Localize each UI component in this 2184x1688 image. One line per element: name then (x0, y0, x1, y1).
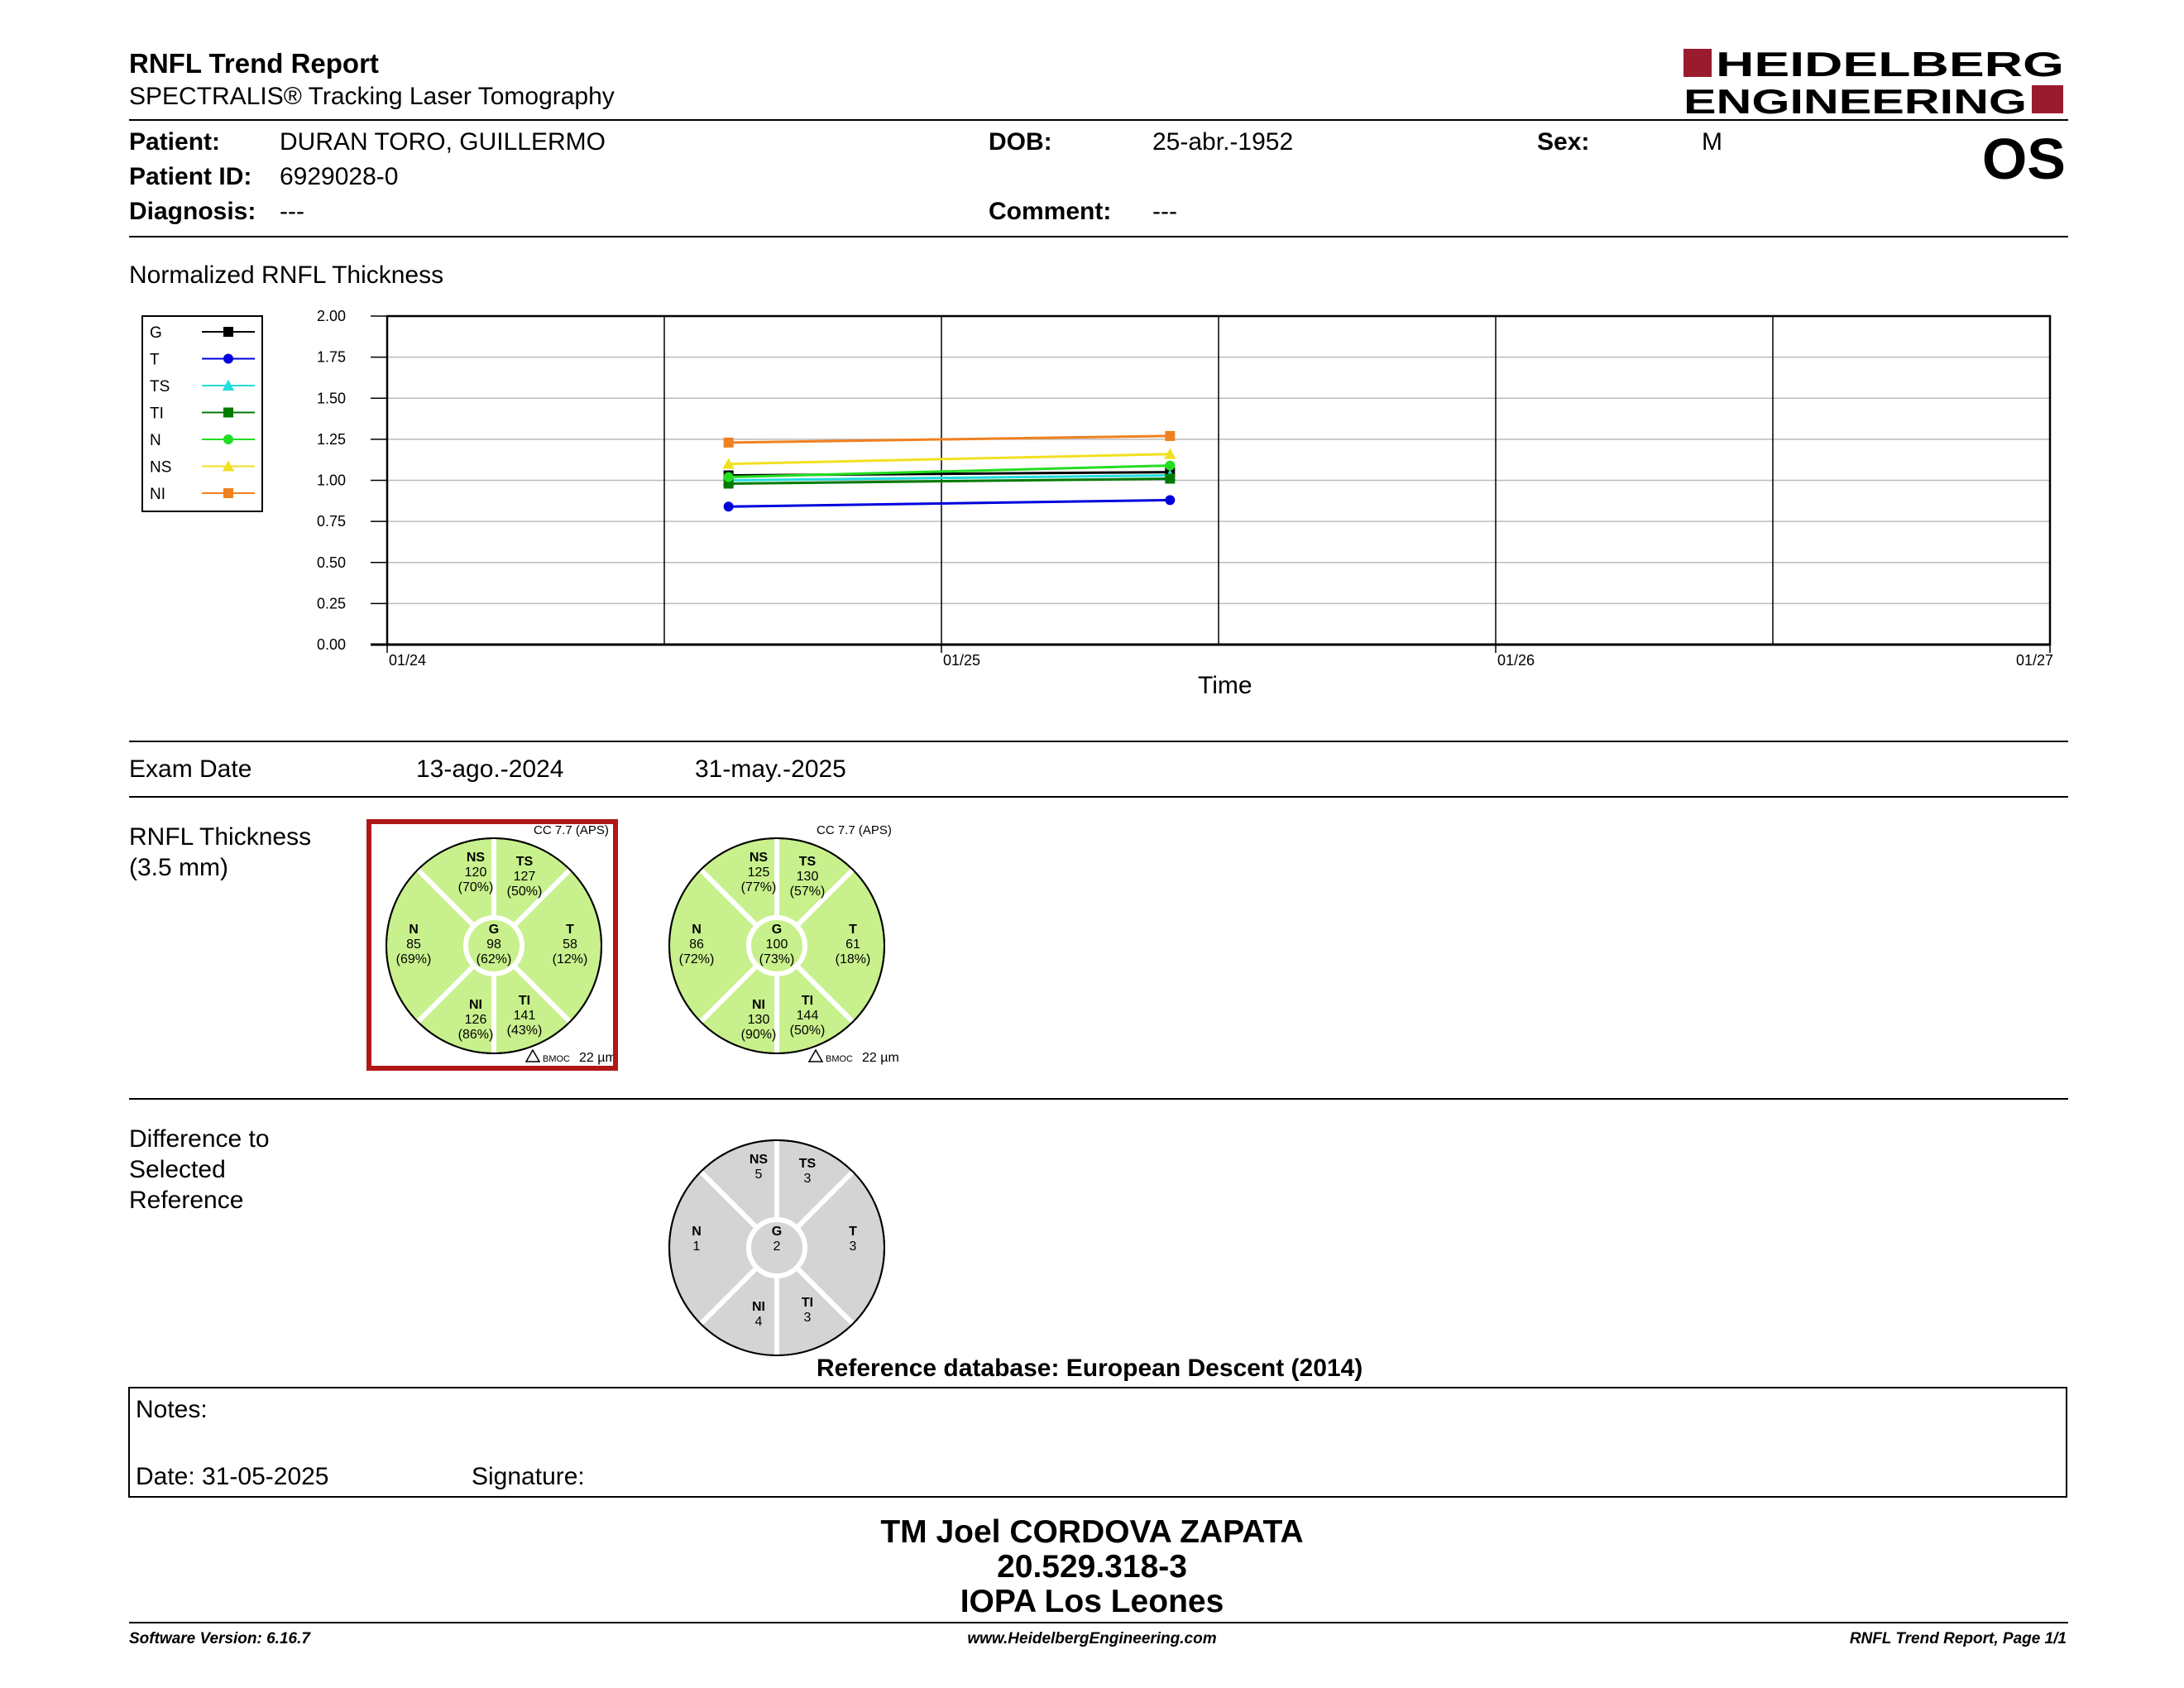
patient-id: 6929028-0 (280, 163, 399, 190)
thickness-circle-1-g-value: 98 (486, 938, 501, 952)
thickness-circle-2-bmoc-value: 22 µm (862, 1051, 899, 1065)
thickness-circle-1-bmoc-label: BMOC (543, 1054, 570, 1064)
software-version: Software Version: 6.16.7 (129, 1630, 310, 1647)
thickness-circle-2-t-name: T (849, 923, 857, 937)
legend-label-ti: TI (150, 405, 164, 423)
thickness-circle-1-t-percent: (12%) (552, 952, 588, 966)
thickness-circle-2-delta-icon (809, 1050, 822, 1062)
x-tick-label: 01/24 (389, 652, 427, 669)
thickness-circle-1 (386, 823, 616, 1065)
thickness-circle-1-ni-percent: (86%) (457, 1028, 494, 1042)
legend-label-ts: TS (150, 378, 170, 396)
thickness-circle-2-ti-name: TI (801, 994, 814, 1008)
thickness-circle-2-ts-value: 130 (796, 870, 819, 884)
dob-value: 25-abr.-1952 (1152, 128, 1294, 156)
difference-circle-ni-value: 4 (754, 1315, 763, 1329)
patient-name: DURAN TORO, GUILLERMO (280, 128, 606, 156)
thickness-label-line2: (3.5 mm) (129, 854, 228, 881)
thickness-circle-2-cc-label: CC 7.7 (APS) (817, 823, 892, 837)
thickness-circle-2-n-value: 86 (689, 938, 704, 952)
signer-institution: IOPA Los Leones (960, 1584, 1224, 1619)
y-tick-label: 0.75 (316, 513, 346, 530)
eye-indicator: OS (1981, 127, 2066, 191)
y-tick-label: 1.50 (316, 390, 346, 407)
difference-circle-t-name: T (849, 1225, 857, 1239)
logo-line1: HEIDELBERG (1716, 45, 2064, 84)
diagnosis-value: --- (280, 198, 304, 225)
difference-circle (669, 1140, 884, 1355)
thickness-circle-1-ts-value: 127 (513, 870, 536, 884)
thickness-circle-2-ts-name: TS (798, 855, 817, 869)
difference-circle-ni-name: NI (752, 1300, 765, 1314)
report-subtitle: SPECTRALIS® Tracking Laser Tomography (129, 83, 615, 110)
y-tick-label: 0.00 (316, 636, 346, 653)
exam-date-label: Exam Date (129, 755, 252, 783)
thickness-circle-2-ns-percent: (77%) (740, 880, 777, 894)
thickness-circle-1-delta-icon (526, 1050, 539, 1062)
signer-name: TM Joel CORDOVA ZAPATA (880, 1514, 1304, 1550)
y-tick-label: 0.25 (316, 595, 346, 612)
thickness-circle-1-n-value: 85 (406, 938, 421, 952)
thickness-circle-2 (669, 823, 899, 1065)
difference-label-line3: Reference (129, 1187, 244, 1214)
difference-circle-ns-value: 5 (754, 1168, 763, 1182)
x-axis-label: Time (1198, 672, 1252, 699)
sex-label: Sex: (1537, 128, 1590, 156)
thickness-circle-1-ni-value: 126 (464, 1013, 487, 1027)
difference-circle-ns-name: NS (749, 1153, 769, 1167)
thickness-circle-2-ns-value: 125 (747, 866, 770, 880)
thickness-circle-2-ni-percent: (90%) (740, 1028, 777, 1042)
thickness-circle-1-ts-percent: (50%) (506, 885, 543, 899)
difference-circle-ti-name: TI (801, 1296, 814, 1310)
difference-circle-ts-value: 3 (803, 1172, 812, 1186)
y-tick-label: 1.00 (316, 472, 346, 489)
footer-divider (129, 1622, 2068, 1623)
x-tick-label: 01/27 (2015, 652, 2053, 669)
difference-circle-g-value: 2 (773, 1240, 781, 1254)
thickness-circle-1-ti-name: TI (518, 994, 531, 1008)
legend-label-n: N (150, 432, 161, 449)
difference-circle-n-value: 1 (692, 1240, 701, 1254)
thickness-circle-1-ti-value: 141 (513, 1009, 536, 1023)
exam-date-1: 13-ago.-2024 (416, 755, 564, 783)
thickness-circle-1-ni-name: NI (469, 998, 482, 1012)
logo-line2: ENGINEERING (1684, 82, 2027, 117)
thickness-circle-2-ti-value: 144 (796, 1009, 819, 1023)
thickness-circle-1-ns-percent: (70%) (457, 880, 494, 894)
thickness-circle-1-bmoc-value: 22 µm (579, 1051, 616, 1065)
y-tick-label: 1.25 (316, 430, 346, 448)
reference-database: Reference database: European Descent (2014) (817, 1355, 1363, 1382)
legend-label-ns: NS (150, 458, 172, 477)
thickness-circle-1-g-name: G (488, 923, 500, 937)
thickness-circle-1-cc-label: CC 7.7 (APS) (534, 823, 609, 837)
thickness-circle-2-g-name: G (771, 923, 783, 937)
comment-label: Comment: (989, 198, 1112, 225)
diagnosis-label: Diagnosis: (129, 198, 256, 225)
signer-id: 20.529.318-3 (997, 1549, 1187, 1585)
difference-label-line1: Difference to (129, 1125, 270, 1153)
trend-section-title: Normalized RNFL Thickness (129, 261, 444, 289)
thickness-circle-2-g-percent: (73%) (759, 952, 795, 966)
legend-label-g: G (150, 324, 162, 342)
x-tick-label: 01/26 (1497, 652, 1535, 669)
patient-id-label: Patient ID: (129, 163, 252, 190)
legend-label-t: T (150, 351, 160, 369)
patient-label: Patient: (129, 128, 221, 156)
thickness-circle-1-ts-name: TS (515, 855, 534, 869)
thickness-circle-2-ni-name: NI (752, 998, 765, 1012)
difference-circle-g-name: G (771, 1225, 783, 1239)
thickness-circle-2-t-percent: (18%) (835, 952, 871, 966)
signature-label: Signature: (472, 1463, 585, 1490)
thickness-circle-2-ti-percent: (50%) (789, 1024, 826, 1038)
thickness-circle-1-n-percent: (69%) (395, 952, 432, 966)
legend-label-ni: NI (150, 486, 165, 503)
thickness-divider (129, 1098, 2068, 1100)
thickness-circle-1-t-name: T (566, 923, 574, 937)
thickness-circle-2-bmoc-label: BMOC (826, 1054, 853, 1064)
notes-box (128, 1387, 2067, 1498)
thickness-circle-2-ts-percent: (57%) (789, 885, 826, 899)
exam-date-2: 31-may.-2025 (695, 755, 846, 783)
x-tick-label: 01/25 (943, 652, 981, 669)
y-tick-label: 1.75 (316, 348, 346, 366)
comment-value: --- (1152, 198, 1177, 225)
thickness-circle-1-g-percent: (62%) (476, 952, 512, 966)
thickness-circle-1-ti-percent: (43%) (506, 1024, 543, 1038)
page-number: RNFL Trend Report, Page 1/1 (1849, 1630, 2067, 1647)
difference-circle-t-value: 3 (849, 1240, 857, 1254)
y-tick-label: 2.00 (316, 308, 346, 324)
difference-circle-ti-value: 3 (803, 1311, 812, 1325)
thickness-circle-1-ns-value: 120 (464, 866, 487, 880)
website-link[interactable]: www.HeidelbergEngineering.com (967, 1630, 1217, 1647)
sex-value: M (1702, 128, 1722, 156)
notes-date: Date: 31-05-2025 (136, 1463, 329, 1490)
thickness-circle-2-ni-value: 130 (747, 1013, 770, 1027)
thickness-circle-2-n-name: N (692, 923, 702, 937)
thickness-circle-1-t-value: 58 (563, 938, 577, 952)
report-title: RNFL Trend Report (129, 48, 379, 79)
thickness-circle-2-n-percent: (72%) (678, 952, 715, 966)
dob-label: DOB: (989, 128, 1052, 156)
thickness-label-line1: RNFL Thickness (129, 823, 312, 851)
notes-label: Notes: (136, 1396, 208, 1423)
y-tick-label: 0.50 (316, 554, 346, 571)
difference-circle-ts-name: TS (798, 1157, 817, 1171)
thickness-circle-2-ns-name: NS (749, 851, 769, 865)
thickness-circle-2-t-value: 61 (845, 938, 860, 952)
difference-label-line2: Selected (129, 1156, 226, 1183)
thickness-circle-1-ns-name: NS (466, 851, 486, 865)
thickness-circle-1-n-name: N (409, 923, 419, 937)
thickness-circle-2-g-value: 100 (765, 938, 788, 952)
difference-circle-n-name: N (692, 1225, 702, 1239)
